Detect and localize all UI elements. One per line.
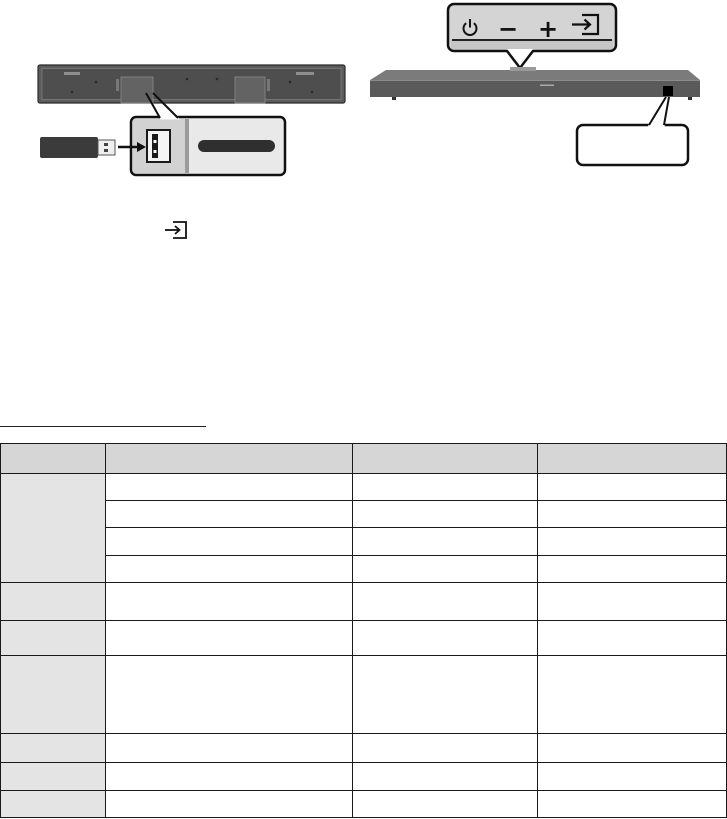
usb-label-pill	[198, 140, 275, 152]
source-input-icon	[163, 219, 189, 241]
usb-port-zoom-callout	[131, 93, 285, 175]
soundbar-front-view	[370, 67, 700, 100]
table-cell	[353, 501, 538, 528]
table-category-cell	[1, 791, 106, 818]
table-row	[1, 583, 727, 621]
table-cell	[538, 474, 727, 501]
table-cell	[353, 556, 538, 583]
usb-drive-icon	[40, 137, 115, 158]
table-category-cell	[1, 656, 106, 734]
table-header-cell	[1, 444, 106, 474]
table-cell	[106, 556, 353, 583]
table-category-cell	[1, 583, 106, 621]
volume-up-icon: +	[537, 15, 559, 43]
control-panel-zoom-callout	[448, 4, 616, 68]
table-cell	[106, 621, 353, 656]
table-header-cell	[106, 444, 353, 474]
table-cell	[353, 656, 538, 734]
table-cell	[538, 734, 727, 763]
table-cell	[353, 583, 538, 621]
table-category-cell	[1, 763, 106, 791]
table-row	[1, 791, 727, 818]
table-cell	[106, 501, 353, 528]
table-cell	[353, 734, 538, 763]
table-row	[1, 474, 727, 501]
table-cell	[106, 583, 353, 621]
table-header-cell	[353, 444, 538, 474]
table-row	[1, 763, 727, 791]
usb-port-icon	[147, 130, 170, 162]
data-table	[0, 443, 727, 818]
table-row	[1, 501, 727, 528]
product-illustrations	[0, 0, 727, 200]
display-window-icon	[663, 86, 673, 96]
table-cell	[106, 474, 353, 501]
table-cell	[353, 621, 538, 656]
display-zoom-callout	[577, 97, 688, 165]
section-heading-underline	[0, 426, 206, 427]
table-cell	[353, 528, 538, 556]
table-cell	[106, 734, 353, 763]
table-header-row	[1, 444, 727, 474]
table-cell	[106, 656, 353, 734]
table-row	[1, 621, 727, 656]
table-category-cell	[1, 621, 106, 656]
rear-slot-right	[235, 77, 265, 103]
table-cell	[538, 501, 727, 528]
table-category-cell	[1, 474, 106, 583]
table-cell	[538, 583, 727, 621]
table-cell	[106, 791, 353, 818]
table-row	[1, 656, 727, 734]
table-cell	[353, 474, 538, 501]
table-cell	[538, 791, 727, 818]
table-cell	[538, 621, 727, 656]
rear-slot-left	[121, 77, 153, 103]
table-cell	[538, 556, 727, 583]
table-header-cell	[538, 444, 727, 474]
table-row	[1, 734, 727, 763]
table-cell	[353, 791, 538, 818]
table-row	[1, 556, 727, 583]
table-cell	[106, 528, 353, 556]
soundbar-rear-view	[38, 65, 345, 103]
table-cell	[353, 763, 538, 791]
table-cell	[538, 528, 727, 556]
table-category-cell	[1, 734, 106, 763]
table-cell	[538, 763, 727, 791]
table-row	[1, 528, 727, 556]
volume-down-icon: −	[497, 15, 519, 43]
table-cell	[538, 656, 727, 734]
table-cell	[106, 763, 353, 791]
